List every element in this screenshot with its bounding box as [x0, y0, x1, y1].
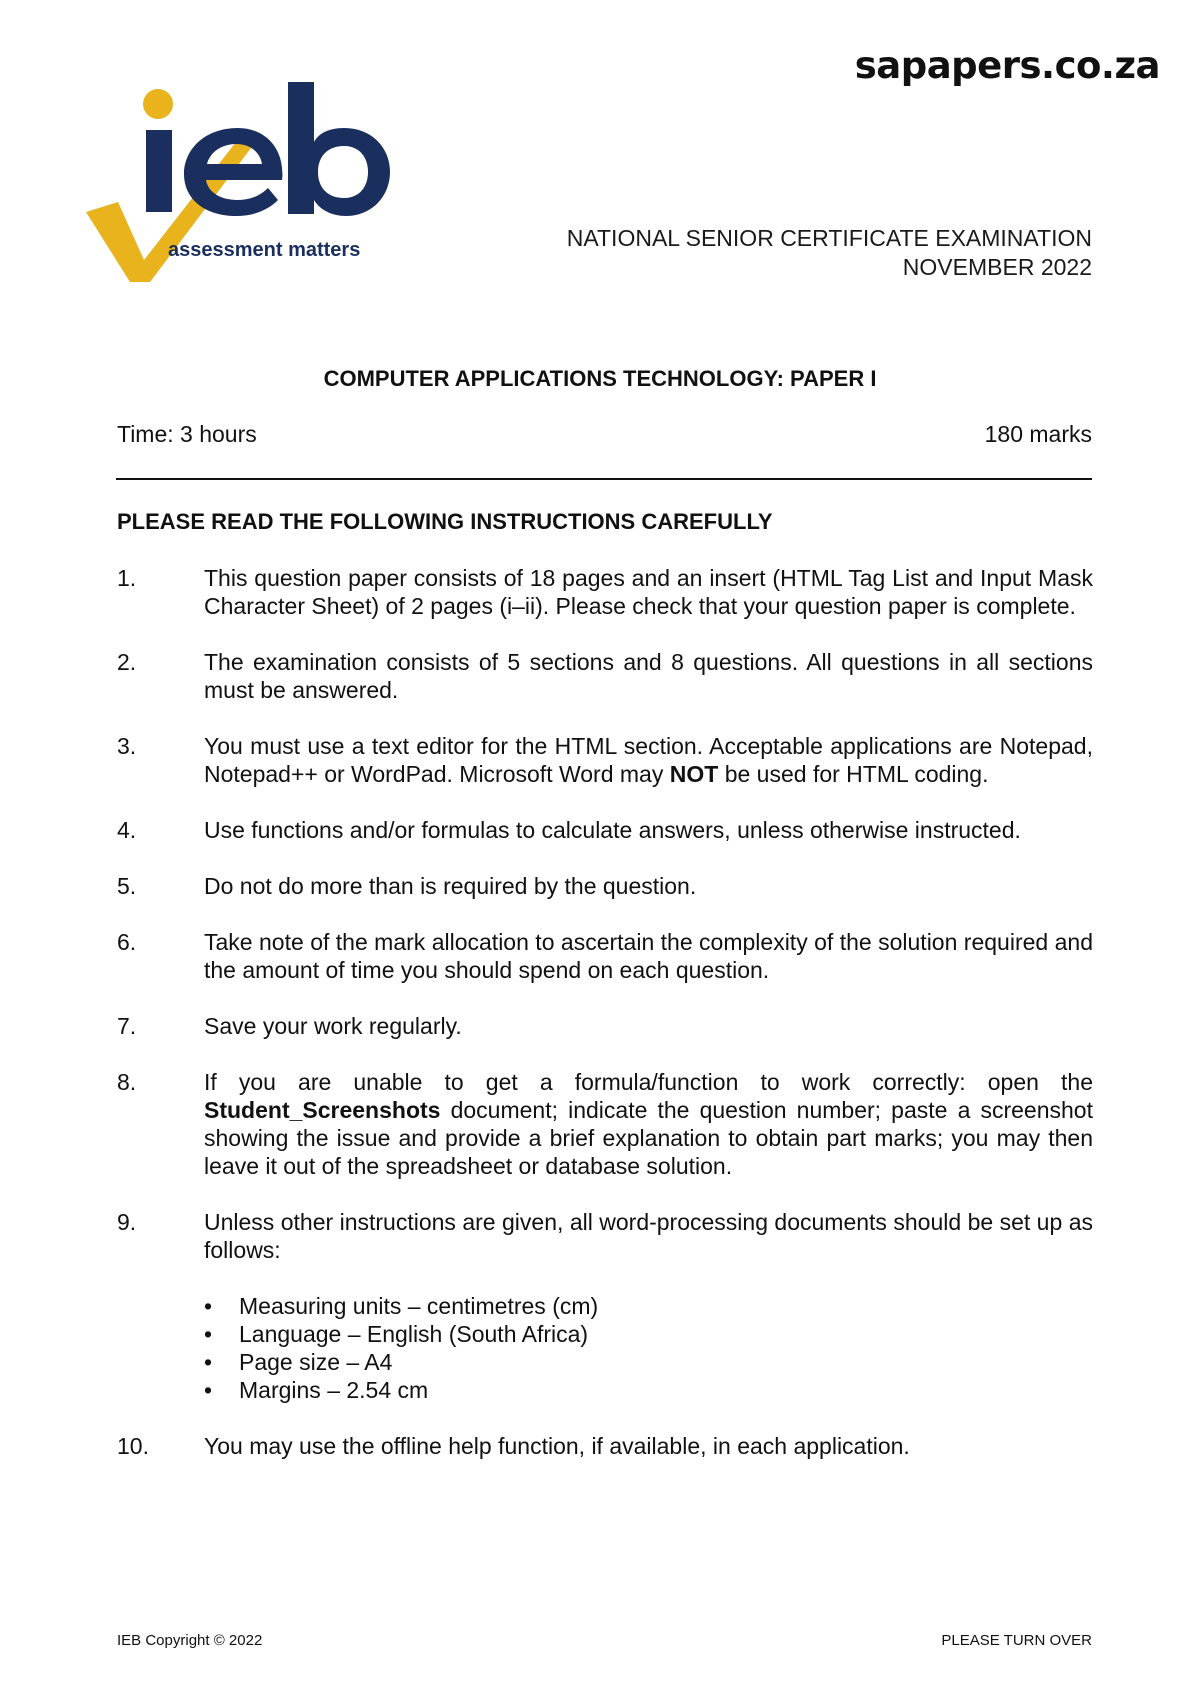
instruction-number: 3. [117, 733, 137, 759]
instruction-number: 9. [117, 1209, 137, 1235]
instruction-number: 8. [117, 1069, 137, 1095]
total-marks: 180 marks [984, 421, 1092, 447]
instruction-text-part: You must use a text editor for the HTML section. Acceptable applications are Notepad, Notepad++ or WordPad. Microsoft Word may [204, 733, 1093, 787]
exam-header [567, 224, 1092, 282]
bullet-list [204, 1292, 1093, 1404]
instruction-item [117, 1012, 1093, 1040]
instructions-heading: PLEASE READ THE FOLLOWING INSTRUCTIONS CAREFULLY [117, 509, 773, 534]
instruction-number: 2. [117, 649, 137, 675]
instruction-text: Use functions and/or formulas to calculate answers, unless otherwise instructed. [204, 817, 1021, 843]
bullet-item: • Page size – A4 [204, 1348, 1093, 1376]
instruction-item [117, 732, 1093, 788]
bullet-item: • Language – English (South Africa) [204, 1320, 1093, 1348]
footer-turn-over: PLEASE TURN OVER [941, 1632, 1092, 1649]
instruction-text [204, 1068, 1093, 1180]
paper-title: COMPUTER APPLICATIONS TECHNOLOGY: PAPER I [323, 366, 877, 391]
instruction-text: This question paper consists of 18 pages and an insert (HTML Tag List and Input Mask Character Sheet) of 2 pages (i–ii). Please check that your question paper is complete. [204, 565, 1093, 619]
instruction-number: 6. [117, 929, 137, 955]
ieb-logo [86, 82, 426, 312]
logo-tagline: assessment matters [168, 239, 361, 261]
instructions-list [117, 564, 1093, 1488]
instruction-text: Save your work regularly. [204, 1013, 462, 1039]
instruction-text: You may use the offline help function, if available, in each application. [204, 1433, 910, 1459]
exam-header-line1: NATIONAL SENIOR CERTIFICATE EXAMINATION [566, 225, 1092, 251]
instruction-text-part: document; indicate the question number; paste a screenshot showing the issue and provide a brief explanation to obtain part marks; you may then leave it out of the spreadsheet or database solution. [204, 1097, 1093, 1179]
instruction-text-part: be used for HTML coding. [718, 761, 989, 787]
instruction-item [117, 1068, 1093, 1180]
bullet-item: • Margins – 2.54 cm [204, 1376, 1093, 1404]
instruction-number: 4. [117, 817, 137, 843]
instruction-number: 7. [117, 1013, 137, 1039]
instruction-text [204, 1208, 1093, 1404]
footer-copyright: IEB Copyright © 2022 [117, 1632, 263, 1649]
instruction-item [117, 928, 1093, 984]
instruction-item [117, 1432, 1093, 1460]
instruction-text-part: Unless other instructions are given, all word-processing documents should be set up as follows: [204, 1209, 1093, 1263]
instruction-item [117, 872, 1093, 900]
instruction-number: 5. [117, 873, 137, 899]
instruction-text [204, 732, 1093, 788]
instruction-text-part: If you are unable to get a formula/function to work correctly: open the [204, 1069, 1093, 1095]
instruction-number: 1. [117, 565, 137, 591]
instruction-text: The examination consists of 5 sections and 8 questions. All questions in all sections must be answered. [204, 649, 1093, 703]
instruction-emphasis: NOT [669, 761, 719, 787]
instruction-item [117, 648, 1093, 704]
ieb-logo-graphic [86, 82, 426, 312]
time-allowed: Time: 3 hours [117, 421, 257, 447]
bullet-item: • Measuring units – centimetres (cm) [204, 1292, 1093, 1320]
instruction-item [117, 816, 1093, 844]
instruction-number: 10. [117, 1433, 149, 1459]
exam-header-line2: NOVEMBER 2022 [902, 254, 1092, 280]
instruction-item [117, 564, 1093, 620]
divider-line [116, 478, 1092, 480]
watermark-text: sapapers.co.za [854, 44, 1160, 87]
instruction-text: Do not do more than is required by the question. [204, 873, 697, 899]
instruction-item [117, 1208, 1093, 1404]
instruction-text: Take note of the mark allocation to ascertain the complexity of the solution required and the amount of time you should spend on each question. [204, 929, 1093, 983]
instruction-emphasis: Student_Screenshots [204, 1097, 441, 1123]
